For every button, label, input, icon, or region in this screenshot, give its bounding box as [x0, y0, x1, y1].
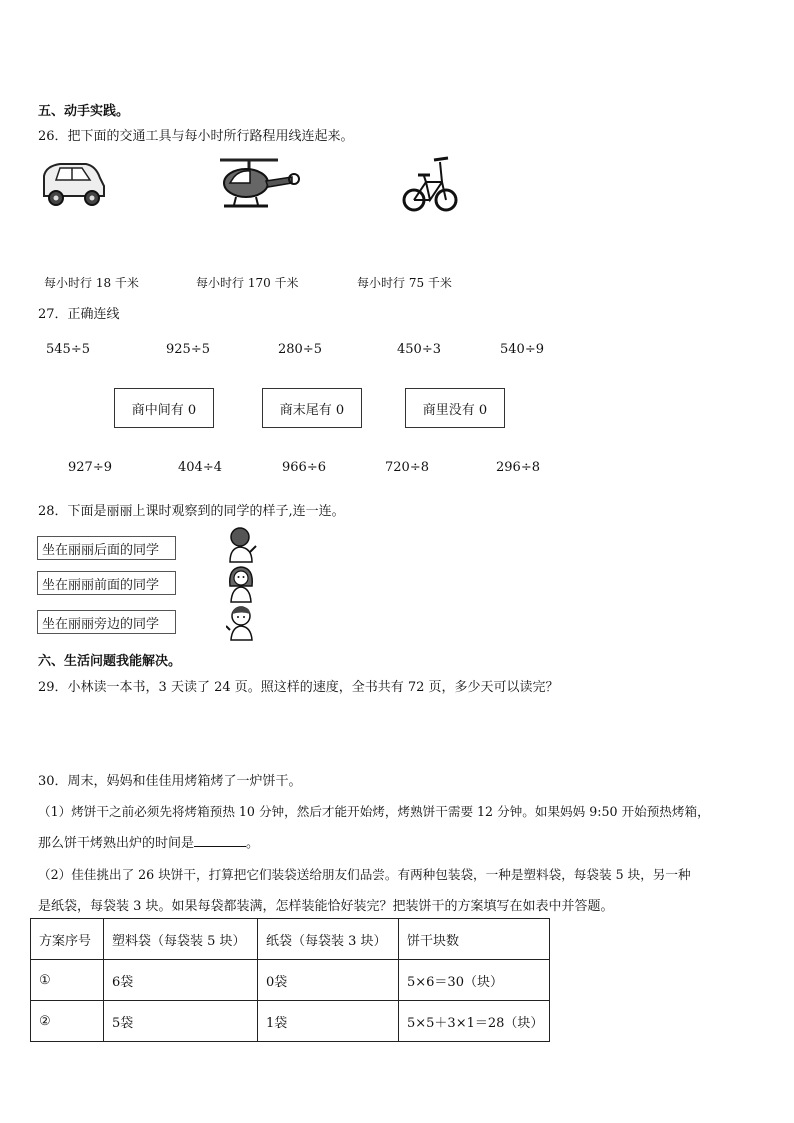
table-cell: 5×6＝30（块）: [399, 960, 550, 1001]
category-box: 商中间有 0: [114, 388, 214, 428]
table-cell: 6袋: [104, 960, 258, 1001]
option-box: 坐在丽丽后面的同学: [37, 536, 176, 560]
table-cell: 1袋: [258, 1001, 399, 1042]
table-header: 方案序号: [31, 919, 104, 960]
question-30-part2: （2）佳佳挑出了 26 块饼干，打算把它们装袋送给朋友们品尝。有两种包装袋，一种是塑料袋，每袋装 5 块，另一种: [38, 867, 691, 882]
plan-table: [30, 918, 550, 1042]
question-30-part1-line2: [38, 832, 259, 851]
division-expression: 927÷9: [68, 460, 112, 475]
question-30-part1: （1）烤饼干之前必须先将烤箱预热 10 分钟，然后才能开始烤，烤熟饼干需要 12 分钟。如果妈妈 9:50 开始预热烤箱，: [38, 804, 710, 819]
section-title: 六、生活问题我能解决。: [38, 654, 182, 669]
period: 。: [246, 836, 260, 851]
question-30: 30．周末，妈妈和佳佳用烤箱烤了一炉饼干。: [38, 774, 302, 789]
bicycle-icon: [402, 152, 458, 216]
table-header: 饼干块数: [399, 919, 550, 960]
speed-label: 每小时行 18 千米: [44, 276, 139, 290]
table-cell: ①: [31, 960, 104, 1001]
question-29: 29．小林读一本书，3 天读了 24 页。照这样的速度，全书共有 72 页，多少天可以读完？: [38, 680, 559, 695]
option-box: 坐在丽丽前面的同学: [37, 571, 176, 595]
table-header-row: [31, 919, 550, 960]
table-cell: 0袋: [258, 960, 399, 1001]
division-expression: 925÷5: [166, 342, 210, 357]
table-row: [31, 1001, 550, 1042]
question-30-part1-text: 那么饼干烤熟出炉的时间是: [38, 836, 195, 851]
division-expression: 450÷3: [397, 342, 441, 357]
question-28: 28．下面是丽丽上课时观察到的同学的样子,连一连。: [38, 504, 345, 519]
division-expression: 966÷6: [282, 460, 326, 475]
division-expression: 280÷5: [278, 342, 322, 357]
student-back-icon: [224, 526, 258, 564]
category-box: 商末尾有 0: [262, 388, 362, 428]
table-row: [31, 960, 550, 1001]
division-expression: 720÷8: [385, 460, 429, 475]
division-expression: 545÷5: [46, 342, 90, 357]
answer-blank[interactable]: [194, 834, 246, 847]
car-icon: [38, 158, 108, 210]
table-cell: 5袋: [104, 1001, 258, 1042]
table-cell: 5×5＋3×1＝28（块）: [399, 1001, 550, 1042]
table-cell: ②: [31, 1001, 104, 1042]
division-expression: 296÷8: [496, 460, 540, 475]
helicopter-icon: [216, 155, 300, 213]
student-front-icon: [224, 564, 258, 604]
question-30-part2-line2: 是纸袋，每袋装 3 块。如果每袋都装满，怎样装能恰好装完？把装饼干的方案填写在如表中并答题。: [38, 899, 614, 914]
section-title: 五、动手实践。: [38, 104, 130, 119]
option-box: 坐在丽丽旁边的同学: [37, 610, 176, 634]
speed-label: 每小时行 75 千米: [357, 276, 452, 290]
table-header: 塑料袋（每袋装 5 块）: [104, 919, 258, 960]
division-expression: 540÷9: [500, 342, 544, 357]
student-side-icon: [226, 604, 258, 642]
table-header: 纸袋（每袋装 3 块）: [258, 919, 399, 960]
category-box: 商里没有 0: [405, 388, 505, 428]
question-27: 27．正确连线: [38, 307, 120, 322]
speed-label: 每小时行 170 千米: [196, 276, 299, 290]
question-26: 26．把下面的交通工具与每小时所行路程用线连起来。: [38, 129, 354, 144]
division-expression: 404÷4: [178, 460, 222, 475]
